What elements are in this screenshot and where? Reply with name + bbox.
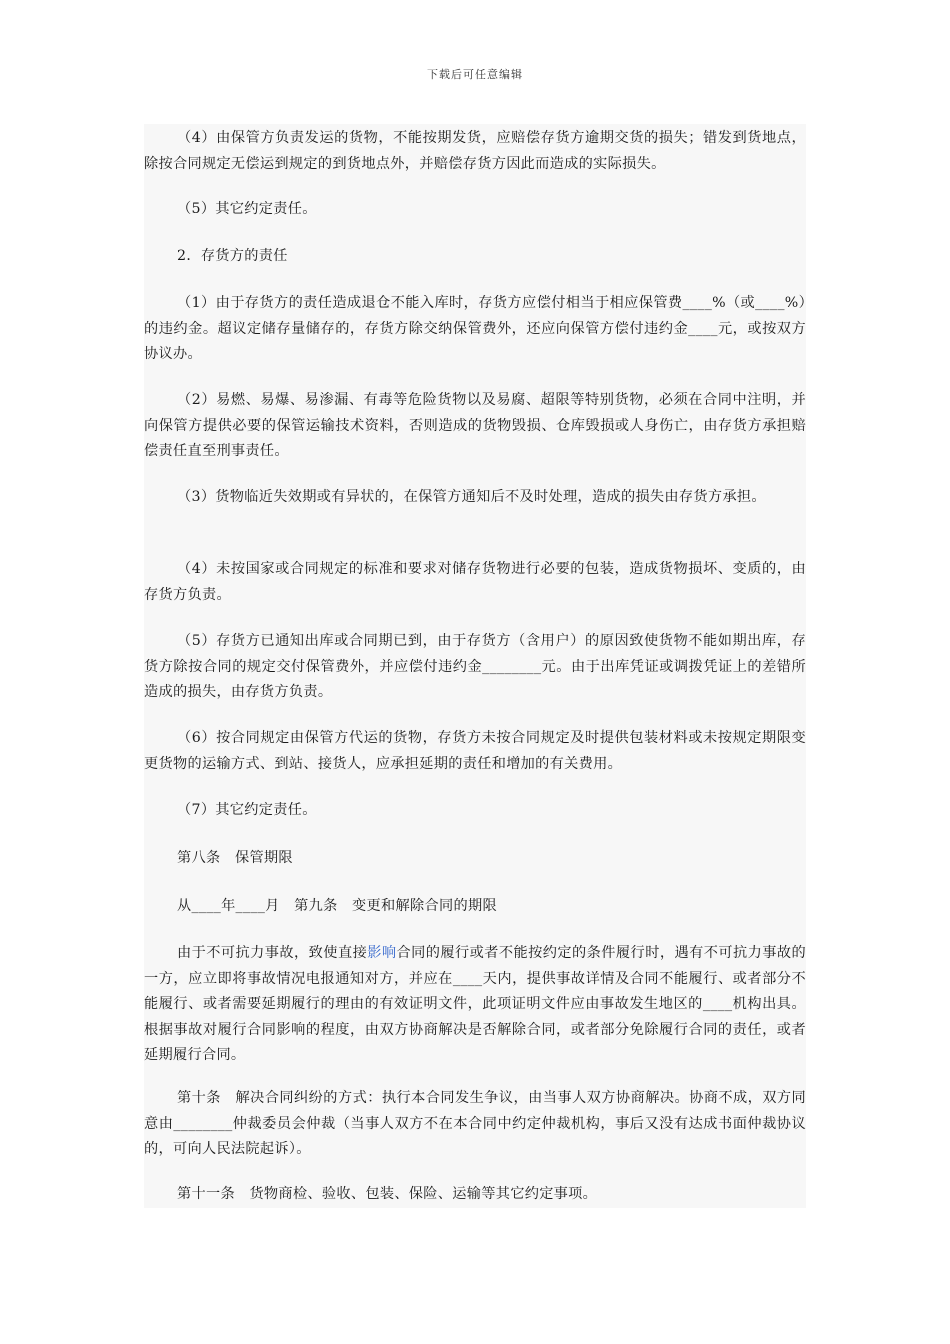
paragraph-depositor-duty-2: （2）易燃、易爆、易渗漏、有毒等危险货物以及易腐、超限等特别货物，必须在合同中注明，并向保管方提供必要的保管运输技术资料，否则造成的货物毁损、仓库毁损或人身伤亡，由存货方承担赔偿责任直至刑事责任。 [144, 392, 806, 460]
paragraph-depositor-duty-7: （7）其它约定责任。 [177, 802, 317, 818]
article-10-dispute-resolution: 第十条 解决合同纠纷的方式：执行本合同发生争议，由当事人双方协商解决。协商不成，双方同意由________仲裁委员会仲裁（当事人双方不在本合同中约定仲裁机构，事后又没有达成书面仲裁协议的，可向人民法院起诉）。 [144, 1090, 806, 1158]
article-9-heading: 从____年____月 第九条 变更和解除合同的期限 [177, 898, 497, 914]
document-body [144, 124, 806, 1208]
page-header: 下载后可任意编辑 [427, 68, 523, 81]
paragraph-depositor-duty-4: （4）未按国家或合同规定的标准和要求对储存货物进行必要的包装，造成货物损坏、变质的，由存货方负责。 [144, 561, 806, 603]
influence-link[interactable]: 影响 [367, 945, 397, 961]
paragraph-depositor-duty-5: （5）存货方已通知出库或合同期已到，由于存货方（含用户）的原因致使货物不能如期出库，存货方除按合同的规定交付保管费外，并应偿付违约金________元。由于出库凭证或调拨凭证上的差错所造成的损失，由存货方负责。 [144, 633, 806, 701]
paragraph-force-majeure [144, 941, 806, 1069]
paragraph-depositor-duty-1: （1）由于存货方的责任造成退仓不能入库时，存货方应偿付相当于相应保管费____%（或____%）的违约金。超议定储存量储存的，存货方除交纳保管费外，还应向保管方偿付违约金____元，或按双方协议办。 [144, 295, 806, 363]
force-majeure-text-after: 合同的履行或者不能按约定的条件履行时，遇有不可抗力事故的一方，应立即将事故情况电报通知对方，并应在____天内，提供事故详情及合同不能履行、或者部分不能履行、或者需要延期履行的理由的有效证明文件，此项证明文件应由事故发生地区的____机构出具。根据事故对履行合同影响的程度，由双方协商解决是否解除合同，或者部分免除履行合同的责任，或者延期履行合同。 [144, 945, 806, 1064]
paragraph-depositor-duty-3: （3）货物临近失效期或有异状的，在保管方通知后不及时处理，造成的损失由存货方承担。 [177, 489, 766, 505]
section-heading-depositor-duty: 2．存货方的责任 [177, 248, 288, 264]
article-8-heading: 第八条 保管期限 [177, 850, 293, 866]
force-majeure-text-before: 由于不可抗力事故，致使直接 [177, 945, 368, 961]
paragraph-depositor-duty-6: （6）按合同规定由保管方代运的货物，存货方未按合同规定及时提供包装材料或未按规定期限变更货物的运输方式、到站、接货人，应承担延期的责任和增加的有关费用。 [144, 730, 806, 772]
paragraph-storage-party-duty-5: （5）其它约定责任。 [177, 201, 317, 217]
article-11-heading: 第十一条 货物商检、验收、包装、保险、运输等其它约定事项。 [177, 1186, 598, 1202]
paragraph-storage-party-duty-4: （4）由保管方负责发运的货物，不能按期发货，应赔偿存货方逾期交货的损失；错发到货地点，除按合同规定无偿运到规定的到货地点外，并赔偿存货方因此而造成的实际损失。 [144, 130, 806, 172]
